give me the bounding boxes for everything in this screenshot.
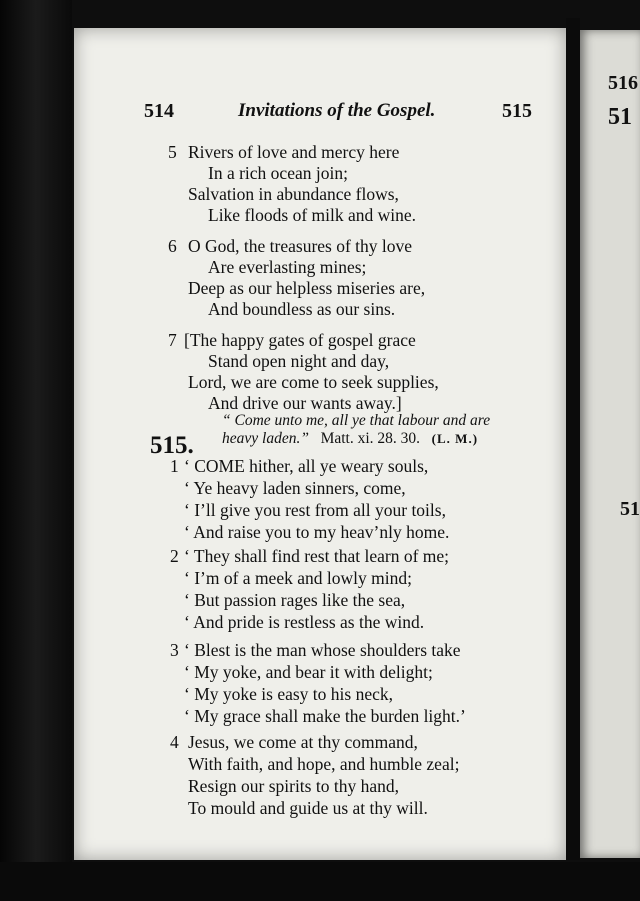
hymn-number: 515. <box>150 432 194 459</box>
page-number-left: 514 <box>144 100 174 122</box>
verse-line: Lord, we are come to seek supplies, <box>188 372 439 392</box>
verse-line: Rivers of love and mercy here <box>188 142 400 162</box>
verse-line: ‘ COME hither, all ye weary souls, <box>184 456 429 476</box>
verse-line: ‘ My yoke is easy to his neck, <box>184 684 393 704</box>
verse-line: ‘ Ye heavy laden sinners, come, <box>184 478 406 498</box>
verse-line: Are everlasting mines; <box>208 257 367 277</box>
stanza-number: 4 <box>170 732 179 752</box>
running-title: Invitations of the Gospel. <box>238 100 436 121</box>
page-header <box>74 100 566 128</box>
verse-line: Jesus, we come at thy command, <box>188 732 418 752</box>
stanza-number: 7 <box>168 330 177 350</box>
verse-line: ‘ And raise you to my heav’nly home. <box>184 522 450 542</box>
verse-line: ‘ And pride is restless as the wind. <box>184 612 425 632</box>
hymn-epigraph-line-2 <box>222 430 478 448</box>
hymn-epigraph-line-1: “ Come unto me, all ye that labour and are <box>222 412 491 429</box>
scan-background-left <box>0 0 72 901</box>
stanza-number: 5 <box>168 142 177 162</box>
verse-line: ‘ But passion rages like the sea, <box>184 590 406 610</box>
scan-background-bottom <box>0 862 640 901</box>
verse-line: ‘ I’ll give you rest from all your toils, <box>184 500 446 520</box>
verse-line: And drive our wants away.] <box>208 393 402 413</box>
verse-line: [The happy gates of gospel grace <box>184 330 416 350</box>
stanza-number: 3 <box>170 640 179 660</box>
stanza-number: 1 <box>170 456 179 476</box>
verse-line: And boundless as our sins. <box>208 299 396 319</box>
verse-line: Resign our spirits to thy hand, <box>188 776 399 796</box>
facing-hymn-fragment: 51 <box>608 104 632 130</box>
page-number-right: 515 <box>502 100 532 122</box>
verse-line: ‘ My grace shall make the burden light.’ <box>184 706 466 726</box>
book-gutter <box>566 18 580 860</box>
verse-line: Salvation in abundance flows, <box>188 184 399 204</box>
verse-line: Deep as our helpless miseries are, <box>188 278 426 298</box>
epigraph-quote-end: heavy laden.” <box>222 430 309 447</box>
book-page <box>74 28 566 860</box>
verse-line: Stand open night and day, <box>208 351 390 371</box>
verse-line: With faith, and hope, and humble zeal; <box>188 754 460 774</box>
facing-page-edge <box>580 30 640 858</box>
facing-hymn-fragment: 51 <box>620 498 640 520</box>
hymn-meter: (L. M.) <box>431 431 479 446</box>
scripture-reference: Matt. xi. 28. 30. <box>320 430 421 447</box>
stanza-number: 6 <box>168 236 177 256</box>
verse-line: Like floods of milk and wine. <box>208 205 417 225</box>
verse-line: To mould and guide us at thy will. <box>188 798 428 818</box>
verse-line: O God, the treasures of thy love <box>188 236 413 256</box>
verse-line: ‘ My yoke, and bear it with delight; <box>184 662 433 682</box>
facing-page-number: 516 <box>608 72 638 94</box>
verse-line: ‘ They shall find rest that learn of me; <box>184 546 450 566</box>
stanza-number: 2 <box>170 546 179 566</box>
verse-line: ‘ I’m of a meek and lowly mind; <box>184 568 412 588</box>
verse-line: ‘ Blest is the man whose shoulders take <box>184 640 461 660</box>
verse-line: In a rich ocean join; <box>208 163 348 183</box>
